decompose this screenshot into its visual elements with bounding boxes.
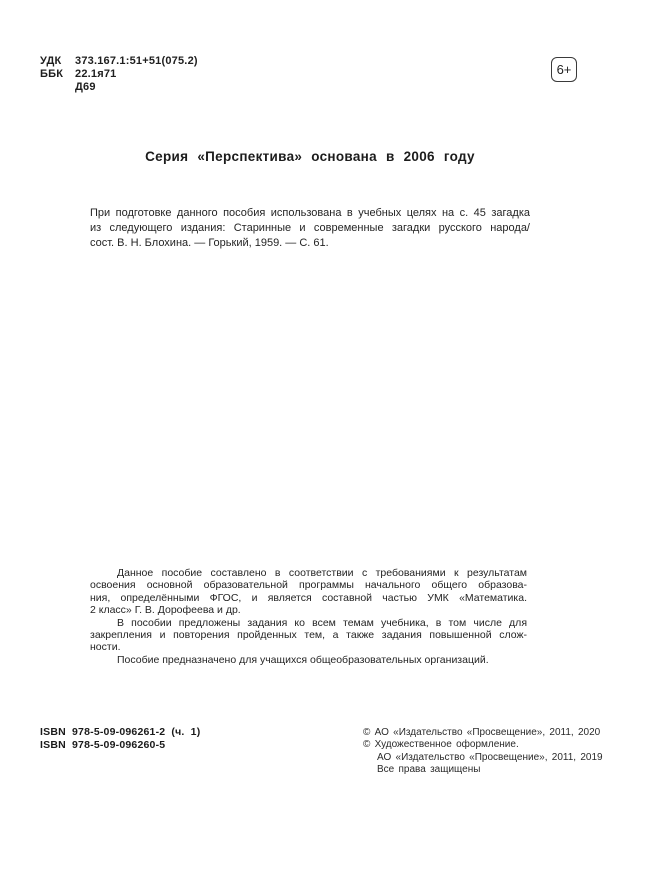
annotation-block <box>90 567 527 666</box>
author-sign-value: Д69 <box>75 81 96 93</box>
text-line: ния, определёнными ФГОС, и является составной частью УМК «Математика. <box>90 591 527 604</box>
udk-label: УДК <box>40 55 62 67</box>
source-note-paragraph <box>90 206 530 251</box>
author-sign-row <box>40 81 198 94</box>
text-line: Данное пособие составлено в соответствии с требованиями к результатам <box>117 567 527 579</box>
text-line: закрепления и повторения пройденных тем, а также задания повышенной слож- <box>90 629 527 642</box>
text-line: освоения основной образовательной программы начального общего образова- <box>90 579 527 592</box>
text-line: Все права защищены <box>377 763 481 775</box>
text-line: © АО «Издательство «Просвещение», 2011, 2020 <box>363 727 601 738</box>
paragraph <box>90 617 527 654</box>
series-title: Серия «Перспектива» основана в 2006 году <box>145 149 475 164</box>
age-rating-badge: 6+ <box>551 57 577 82</box>
udk-row <box>40 55 198 68</box>
bbk-label: ББК <box>40 68 64 80</box>
text-line: 2 класс» Г. В. Дорофеева и др. <box>90 604 241 617</box>
text-line: При подготовке данного пособия использована в учебных целях на с. 45 загадка <box>90 207 530 219</box>
text-line: из следующего издания: Старинные и современные загадки русского народа/ <box>90 222 530 234</box>
text-line: Пособие предназначено для учащихся общеобразовательных организаций. <box>117 653 489 666</box>
isbn-block <box>40 726 200 751</box>
author-sign-label <box>40 81 75 94</box>
text-line: ности. <box>90 641 121 654</box>
isbn-line-full: ISBN 978-5-09-096260-5 <box>40 738 166 751</box>
paragraph <box>90 654 527 666</box>
copyright-block <box>363 727 603 776</box>
udk-value: 373.167.1:51+51(075.2) <box>75 55 198 67</box>
text-line: сост. В. Н. Блохина. — Горький, 1959. — С. 61. <box>90 237 329 249</box>
isbn-line-part1: ISBN 978-5-09-096261-2 (ч. 1) <box>40 726 201 738</box>
bbk-row <box>40 68 198 81</box>
text-line: В пособии предложены задания ко всем темам учебника, в том числе для <box>117 616 527 629</box>
bbk-value: 22.1я71 <box>75 68 117 80</box>
paragraph <box>90 567 527 617</box>
udk-bbk-block <box>40 55 198 94</box>
text-line: АО «Издательство «Просвещение», 2011, 2019 <box>377 751 603 763</box>
text-line: © Художественное оформление. <box>363 739 519 751</box>
